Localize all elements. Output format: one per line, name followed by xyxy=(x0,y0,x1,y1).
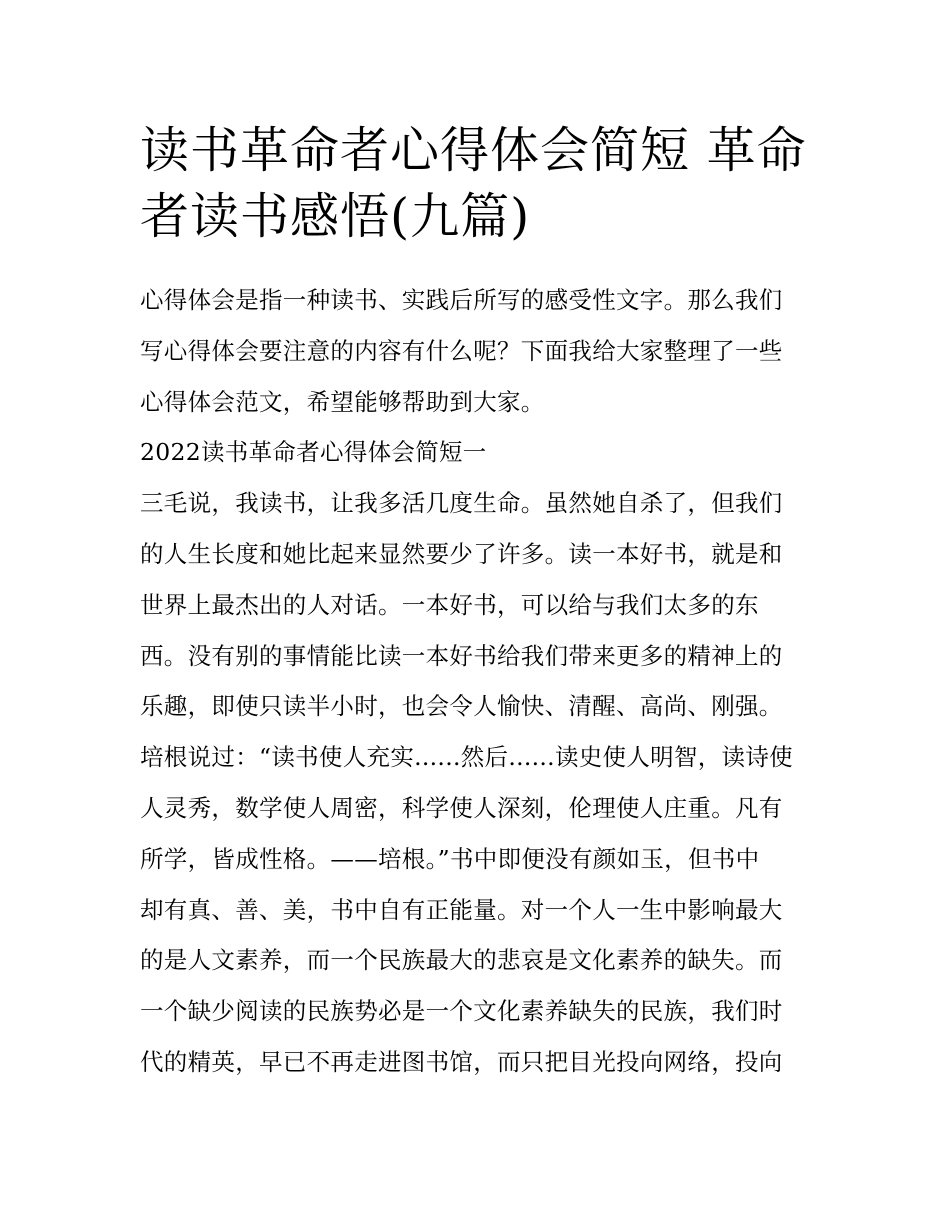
body-line: 写心得体会要注意的内容有什么呢？下面我给大家整理了一些 xyxy=(140,336,783,365)
body-line: 的是人文素养，而一个民族最大的悲哀是文化素养的缺失。而 xyxy=(140,946,783,975)
body-line: 却有真、善、美，书中自有正能量。对一个人一生中影响最大 xyxy=(140,895,783,924)
body-line: 心得体会是指一种读书、实践后所写的感受性文字。那么我们 xyxy=(140,286,783,314)
body-line: 一个缺少阅读的民族势必是一个文化素养缺失的民族，我们时 xyxy=(140,997,783,1026)
section-heading: 2022读书革命者心得体会简短一 xyxy=(140,438,487,467)
document-title xyxy=(140,118,820,250)
body-line: 培根说过：“读书使人充实......然后......读史使人明智，读诗使 xyxy=(140,743,793,772)
body-line: 三毛说，我读书，让我多活几度生命。虽然她自杀了，但我们 xyxy=(140,489,783,518)
document-body xyxy=(140,275,820,1088)
body-line: 世界上最杰出的人对话。一本好书，可以给与我们太多的东 xyxy=(140,590,759,619)
title-line-1: 读书革命者心得体会简短 革命 xyxy=(140,122,807,179)
body-line: 的人生长度和她比起来显然要少了许多。读一本好书，就是和 xyxy=(140,539,783,568)
body-line: 代的精英，早已不再走进图书馆，而只把目光投向网络，投向 xyxy=(140,1047,783,1076)
body-line: 西。没有别的事情能比读一本好书给我们带来更多的精神上的 xyxy=(140,641,783,670)
body-line: 所学，皆成性格。——培根。”书中即便没有颜如玉，但书中 xyxy=(140,844,760,873)
body-line: 乐趣，即使只读半小时，也会令人愉快、清醒、高尚、刚强。 xyxy=(140,692,783,721)
title-line-2: 者读书感悟(九篇) xyxy=(140,188,531,245)
body-line: 心得体会范文，希望能够帮助到大家。 xyxy=(140,387,545,416)
body-line: 人灵秀，数学使人周密，科学使人深刻，伦理使人庄重。凡有 xyxy=(140,793,783,822)
